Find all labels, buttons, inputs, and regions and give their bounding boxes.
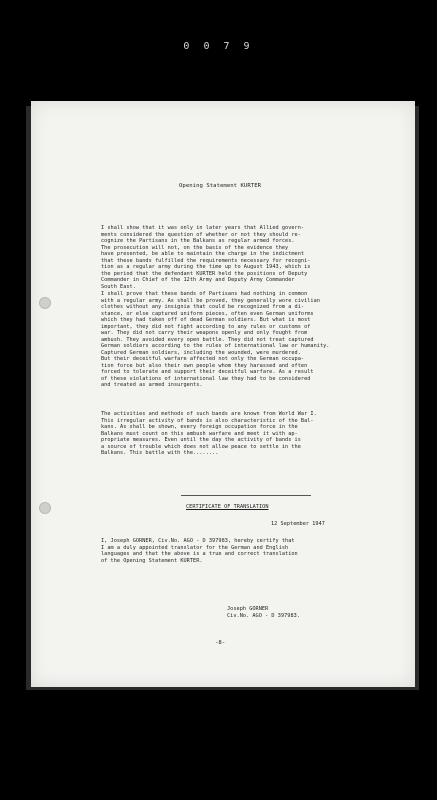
paragraph-1: I shall show that it was only in later years that Allied govern- ments considered the question of whether or not they should re- cognize the Partisans in the Balkans as regular armed forces. The prosecution will not, on the basis of the evidence they have presented, be able to maintain the charge in the indictment that these bands fulfilled the requirements necessary for recogni- tion as a regular army during the time up to August 1943, which is the period that the defendant KURTER held the positions of Deputy Commander in Chief of the 12th Army and Deputy Army Commander South East. bbox=[101, 225, 311, 290]
certificate-text: I, Joseph GORNER, Civ.No. AGO - D 397983, hereby certify that I am a duly appointed translator for the German and English languages and that the above is a true and correct translation of the Opening Statement KURTER. bbox=[101, 538, 298, 564]
page-number: -8- bbox=[215, 640, 226, 646]
microfilm-frame-number: 0 0 7 9 bbox=[183, 41, 254, 52]
certificate-heading: CERTIFICATE OF TRANSLATION bbox=[186, 504, 269, 510]
translator-signature-block: Joseph GORNER Civ.No. AGO - D 397983. bbox=[227, 606, 300, 619]
paragraph-2: I shall prove that these bands of Partisans had nothing in common with a regular army. As shall be proved, they generally wore civilian clothes without any insignia that could be recognized from a di- stance, or else captured uniform pieces, often even German uniforms which they had taken off of dead German soldiers. But what is most important, they did not fight according to any rules or customs of war. They did not carry their weapons openly and only fought from ambush. They avoided every open battle. They did not treat captured German soldiers according to the rules of international law or humanity. Captured German soldiers, including the wounded, were murdered. But their deceitful warfare affected not only the German occupa- tion force but also their own people whom they harassed and often forced to tolerate and support their deceitful warfare. As a result of these violations of international law they had to be considered and treated as armed insurgents. bbox=[101, 291, 330, 388]
punch-hole-bottom bbox=[39, 502, 51, 514]
document-page bbox=[31, 101, 415, 687]
paragraph-3: The activities and methods of such bands are known from World War I. This irregular activity of bands is also characteristic of the Bal- kans. As shall be shown, every foreign occupation force in the Balkans must count on this ambush warfare and meet it with ap- propriate measures. Even until the day the activity of bands is a source of trouble which does not allow peace to settle in the Balkans. This battle with the........ bbox=[101, 411, 317, 456]
divider-line bbox=[181, 495, 311, 496]
punch-hole-top bbox=[39, 297, 51, 309]
document-title: Opening Statement KURTER bbox=[179, 183, 262, 189]
certificate-date: 12 September 1947 bbox=[271, 521, 325, 527]
